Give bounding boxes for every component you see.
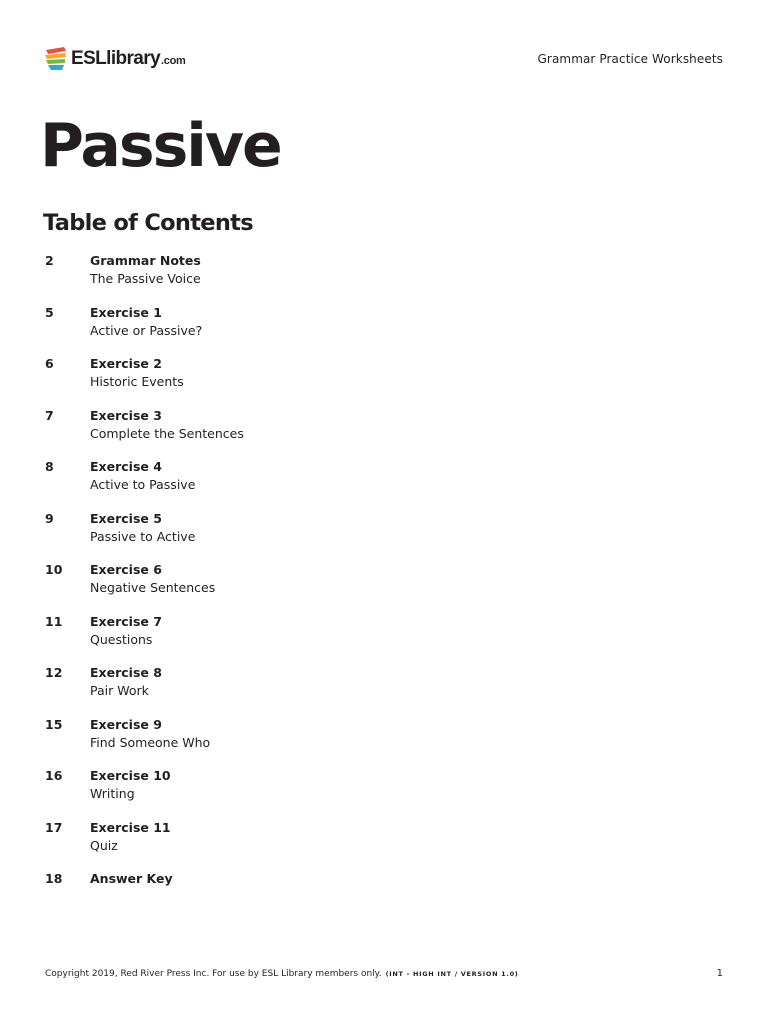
- logo-stripe-blue: [48, 65, 64, 70]
- toc-entry[interactable]: [44, 766, 444, 818]
- toc-page-number: 11: [45, 613, 63, 629]
- toc-entry[interactable]: [44, 303, 444, 355]
- toc-entry-subtitle: Active to Passive: [90, 477, 196, 492]
- toc-entry[interactable]: [44, 560, 444, 612]
- page-header: [44, 44, 723, 74]
- toc-entry[interactable]: [44, 354, 444, 406]
- toc-page-number: 15: [45, 716, 63, 732]
- toc-entry[interactable]: [44, 457, 444, 509]
- toc-entry-subtitle: Active or Passive?: [90, 322, 203, 338]
- toc-entry-label: Exercise 11: [90, 819, 171, 835]
- document-title: Passive: [40, 111, 281, 181]
- toc-entry-label: Exercise 5: [90, 510, 162, 526]
- toc-entry-label: Exercise 7: [90, 613, 162, 629]
- toc-entry-subtitle: Historic Events: [90, 374, 184, 389]
- toc-entry-subtitle: Pair Work: [90, 683, 149, 698]
- toc-page-number: 18: [45, 871, 63, 886]
- series-title: Grammar Practice Worksheets: [537, 52, 723, 66]
- toc-page-number: 5: [45, 304, 54, 320]
- toc-entry-subtitle: Complete the Sentences: [90, 425, 244, 441]
- toc-entry[interactable]: [44, 818, 444, 870]
- toc-entry-label: Grammar Notes: [90, 253, 201, 268]
- logo-wordmark: [71, 48, 186, 70]
- toc-entry[interactable]: [44, 612, 444, 664]
- toc-entry-subtitle: Find Someone Who: [90, 734, 211, 750]
- toc-entry-subtitle: Writing: [90, 786, 135, 801]
- toc-entry-label: Exercise 3: [90, 407, 162, 423]
- page-footer: [45, 966, 723, 982]
- toc-entry[interactable]: [44, 869, 444, 921]
- toc-entry-label: Exercise 10: [90, 768, 171, 783]
- toc-entry-label: Exercise 1: [90, 304, 162, 320]
- copyright-text: Copyright 2019, Red River Press Inc. For use by ESL Library members only.: [45, 969, 382, 979]
- table-of-contents: [44, 251, 444, 921]
- logo-stripe-green: [46, 59, 65, 64]
- toc-page-number: 12: [45, 665, 63, 680]
- toc-heading: Table of Contents: [43, 210, 253, 236]
- toc-entry-label: Exercise 4: [90, 459, 162, 474]
- toc-entry-subtitle: Negative Sentences: [90, 580, 216, 595]
- toc-entry-label: Answer Key: [90, 871, 173, 886]
- toc-entry-subtitle: Passive to Active: [90, 528, 196, 544]
- toc-entry[interactable]: [44, 663, 444, 715]
- toc-entry-subtitle: Quiz: [90, 837, 118, 853]
- toc-entry[interactable]: [44, 715, 444, 767]
- toc-entry[interactable]: [44, 509, 444, 561]
- esl-library-logo[interactable]: [44, 44, 186, 74]
- page-number: 1: [716, 968, 723, 979]
- toc-entry[interactable]: [44, 406, 444, 458]
- logo-domain-text: .com: [161, 55, 186, 67]
- toc-entry-label: Exercise 6: [90, 562, 162, 577]
- toc-page-number: 10: [45, 562, 63, 577]
- toc-page-number: 6: [45, 356, 54, 371]
- level-version-text: (INT - HIGH INT / VERSION 1.0): [385, 970, 519, 978]
- book-stack-icon: [44, 46, 68, 72]
- toc-entry-label: Exercise 9: [90, 716, 162, 732]
- toc-entry-subtitle: Questions: [90, 631, 153, 647]
- toc-entry-label: Exercise 2: [90, 356, 162, 371]
- toc-page-number: 9: [45, 510, 54, 526]
- logo-brand-text: ESLlibrary: [71, 48, 161, 69]
- toc-page-number: 16: [45, 768, 63, 783]
- toc-page-number: 8: [45, 459, 54, 474]
- toc-page-number: 7: [45, 407, 54, 423]
- footer-copyright: [45, 966, 518, 982]
- toc-page-number: 2: [45, 253, 54, 268]
- toc-page-number: 17: [45, 819, 63, 835]
- toc-entry[interactable]: [44, 251, 444, 303]
- logo-stripe-red: [46, 47, 66, 54]
- toc-entry-label: Exercise 8: [90, 665, 162, 680]
- toc-entry-subtitle: The Passive Voice: [90, 271, 201, 286]
